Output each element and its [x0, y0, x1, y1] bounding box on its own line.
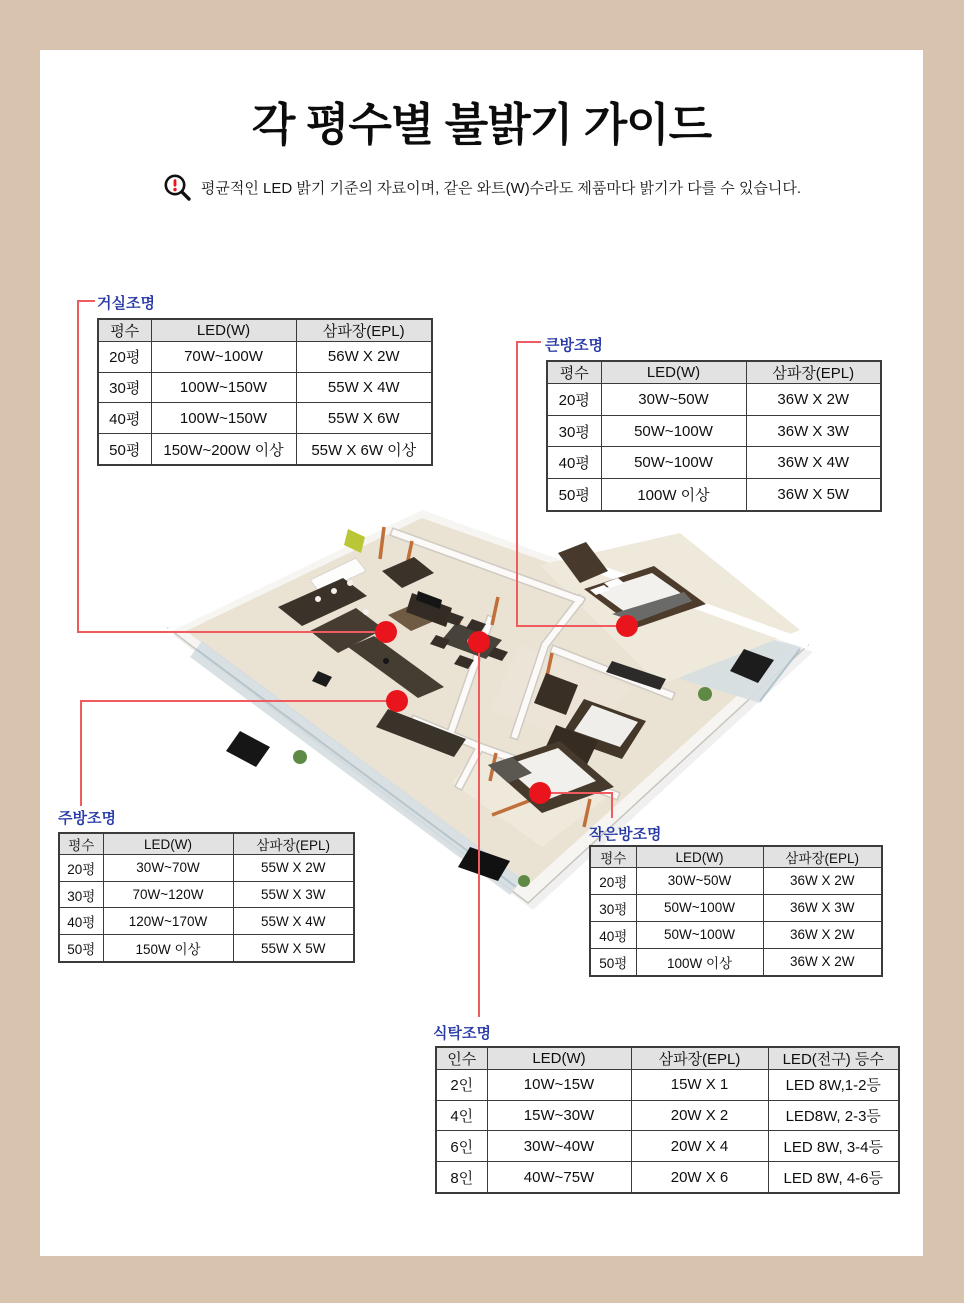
- table-row: [547, 479, 881, 511]
- table-row: [590, 921, 882, 948]
- column-header: 삼파장(EPL): [746, 361, 881, 384]
- table-cell: 4인: [436, 1100, 487, 1131]
- table-cell: 50평: [59, 935, 103, 962]
- table-cell: 20평: [98, 342, 151, 373]
- small-room-table-label: 작은방조명: [589, 826, 662, 843]
- table-cell: 70W~100W: [151, 342, 296, 373]
- table-cell: 150W~200W 이상: [151, 434, 296, 465]
- table-cell: 56W X 2W: [296, 342, 432, 373]
- table-cell: 150W 이상: [103, 935, 233, 962]
- table-cell: 40평: [547, 447, 601, 479]
- table-cell: 36W X 3W: [763, 894, 882, 921]
- table-cell: 15W X 1: [631, 1070, 768, 1101]
- page-title: 각 평수별 불밝기 가이드: [251, 99, 712, 150]
- table-cell: LED 8W, 3-4등: [768, 1131, 899, 1162]
- big-room-table: [546, 360, 882, 512]
- table-row: [98, 434, 432, 465]
- table-row: [436, 1100, 899, 1131]
- kitchen-table: [58, 832, 355, 963]
- table-row: [590, 948, 882, 976]
- column-header: 평수: [98, 319, 151, 342]
- table-cell: 100W~150W: [151, 403, 296, 434]
- table-cell: 55W X 5W: [233, 935, 354, 962]
- table-cell: 50평: [98, 434, 151, 465]
- table-cell: 40W~75W: [487, 1162, 631, 1193]
- table-cell: 50W~100W: [601, 447, 746, 479]
- table-cell: 55W X 3W: [233, 881, 354, 908]
- column-header: 평수: [547, 361, 601, 384]
- column-header: 평수: [59, 833, 103, 855]
- table-cell: 120W~170W: [103, 908, 233, 935]
- table-row: [98, 403, 432, 434]
- column-header: LED(W): [636, 846, 763, 868]
- table-cell: 55W X 6W 이상: [296, 434, 432, 465]
- column-header: LED(W): [151, 319, 296, 342]
- table-cell: 30평: [59, 881, 103, 908]
- table-cell: 50평: [547, 479, 601, 511]
- table-cell: 30W~70W: [103, 855, 233, 882]
- table-row: [98, 342, 432, 373]
- table-cell: 36W X 2W: [763, 948, 882, 976]
- table-row: [98, 372, 432, 403]
- small-room-table: [589, 845, 883, 977]
- table-cell: 6인: [436, 1131, 487, 1162]
- table-cell: 55W X 2W: [233, 855, 354, 882]
- table-cell: 36W X 2W: [763, 868, 882, 895]
- table-row: [547, 384, 881, 416]
- notice-text: 평균적인 LED 밝기 기준의 자료이며, 같은 와트(W)수라도 제품마다 밝기가 다를 수 있습니다.: [200, 179, 802, 197]
- table-row: [436, 1131, 899, 1162]
- alert-magnifier-icon: [162, 172, 192, 202]
- column-header: 삼파장(EPL): [763, 846, 882, 868]
- dining-table-label: 식탁조명: [433, 1025, 491, 1042]
- table-row: [590, 868, 882, 895]
- table-row: [436, 1162, 899, 1193]
- column-header: 삼파장(EPL): [296, 319, 432, 342]
- table-cell: 55W X 4W: [296, 372, 432, 403]
- table-cell: 36W X 2W: [746, 384, 881, 416]
- table-cell: 20W X 6: [631, 1162, 768, 1193]
- column-header: 삼파장(EPL): [631, 1047, 768, 1070]
- table-cell: 30W~40W: [487, 1131, 631, 1162]
- table-cell: 55W X 6W: [296, 403, 432, 434]
- kitchen-table-label: 주방조명: [58, 810, 116, 827]
- table-cell: 10W~15W: [487, 1070, 631, 1101]
- table-cell: 40평: [59, 908, 103, 935]
- column-header: LED(W): [601, 361, 746, 384]
- table-cell: 50평: [590, 948, 636, 976]
- table-cell: 30W~50W: [601, 384, 746, 416]
- table-row: [590, 894, 882, 921]
- table-cell: 100W 이상: [636, 948, 763, 976]
- table-row: [59, 935, 354, 962]
- table-cell: 36W X 5W: [746, 479, 881, 511]
- table-row: [59, 881, 354, 908]
- column-header: LED(전구) 등수: [768, 1047, 899, 1070]
- table-cell: LED8W, 2-3등: [768, 1100, 899, 1131]
- table-cell: 30평: [590, 894, 636, 921]
- table-row: [59, 855, 354, 882]
- table-row: [59, 908, 354, 935]
- table-cell: 30평: [547, 415, 601, 447]
- living-table: [97, 318, 433, 466]
- big-room-table-label: 큰방조명: [545, 337, 603, 354]
- table-cell: 36W X 2W: [763, 921, 882, 948]
- table-cell: 15W~30W: [487, 1100, 631, 1131]
- table-cell: 20W X 4: [631, 1131, 768, 1162]
- table-cell: 100W 이상: [601, 479, 746, 511]
- table-row: [547, 415, 881, 447]
- table-cell: 50W~100W: [636, 921, 763, 948]
- table-cell: 20평: [547, 384, 601, 416]
- table-row: [436, 1070, 899, 1101]
- column-header: 삼파장(EPL): [233, 833, 354, 855]
- table-cell: 55W X 4W: [233, 908, 354, 935]
- table-cell: LED 8W, 4-6등: [768, 1162, 899, 1193]
- table-cell: 40평: [590, 921, 636, 948]
- column-header: 평수: [590, 846, 636, 868]
- column-header: LED(W): [487, 1047, 631, 1070]
- table-cell: 20평: [590, 868, 636, 895]
- table-cell: 40평: [98, 403, 151, 434]
- column-header: 인수: [436, 1047, 487, 1070]
- table-cell: 30평: [98, 372, 151, 403]
- table-cell: 36W X 3W: [746, 415, 881, 447]
- notice-row: [40, 172, 923, 202]
- table-cell: 20W X 2: [631, 1100, 768, 1131]
- table-cell: 50W~100W: [636, 894, 763, 921]
- living-table-label: 거실조명: [97, 295, 155, 312]
- column-header: LED(W): [103, 833, 233, 855]
- table-cell: 8인: [436, 1162, 487, 1193]
- table-cell: 2인: [436, 1070, 487, 1101]
- table-cell: 30W~50W: [636, 868, 763, 895]
- table-cell: 70W~120W: [103, 881, 233, 908]
- table-cell: 100W~150W: [151, 372, 296, 403]
- table-cell: 20평: [59, 855, 103, 882]
- dining-table: [435, 1046, 900, 1194]
- table-row: [547, 447, 881, 479]
- table-cell: 36W X 4W: [746, 447, 881, 479]
- table-cell: 50W~100W: [601, 415, 746, 447]
- table-cell: LED 8W,1-2등: [768, 1070, 899, 1101]
